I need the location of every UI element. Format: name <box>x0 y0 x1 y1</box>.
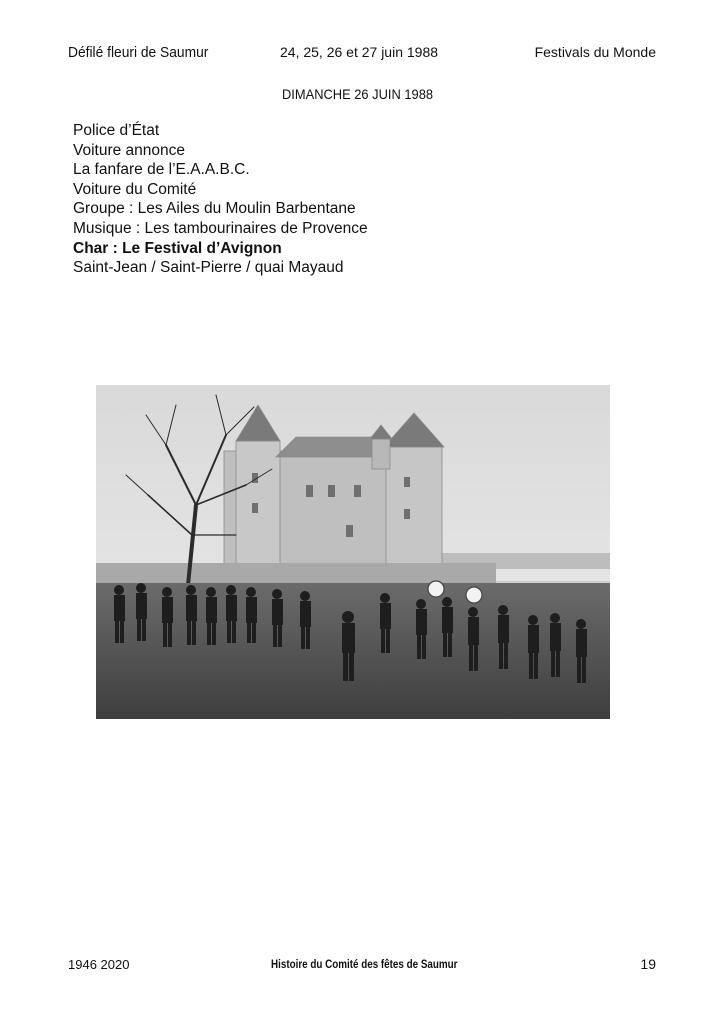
day-title: DIMANCHE 26 JUIN 1988 <box>282 86 434 102</box>
program-item: Police d’État <box>73 122 160 139</box>
brass-band-castle-photo <box>96 385 610 719</box>
parade-program-list <box>73 121 368 278</box>
header-dates: 24, 25, 26 et 27 juin 1988 <box>280 44 439 60</box>
header-event-title: Défilé fleuri de Saumur <box>68 44 209 61</box>
program-item: Groupe : Les Ailes du Moulin Barbentane <box>73 200 356 218</box>
program-item: Saint-Jean / Saint-Pierre / quai Mayaud <box>73 259 344 277</box>
program-item: Musique : Les tambourinaires de Provence <box>73 219 368 237</box>
footer-book-title: Histoire du Comité des fêtes de Saumur <box>271 957 458 971</box>
program-item-highlight: Char : Le Festival d’Avignon <box>73 239 282 257</box>
footer-years: 1946 2020 <box>68 957 130 972</box>
program-item: La fanfare de l’E.A.A.B.C. <box>73 161 250 179</box>
program-item: Voiture annonce <box>73 141 186 159</box>
header-festival-name: Festivals du Monde <box>534 44 656 60</box>
page-number: 19 <box>640 956 656 972</box>
program-item: Voiture du Comité <box>73 180 197 198</box>
